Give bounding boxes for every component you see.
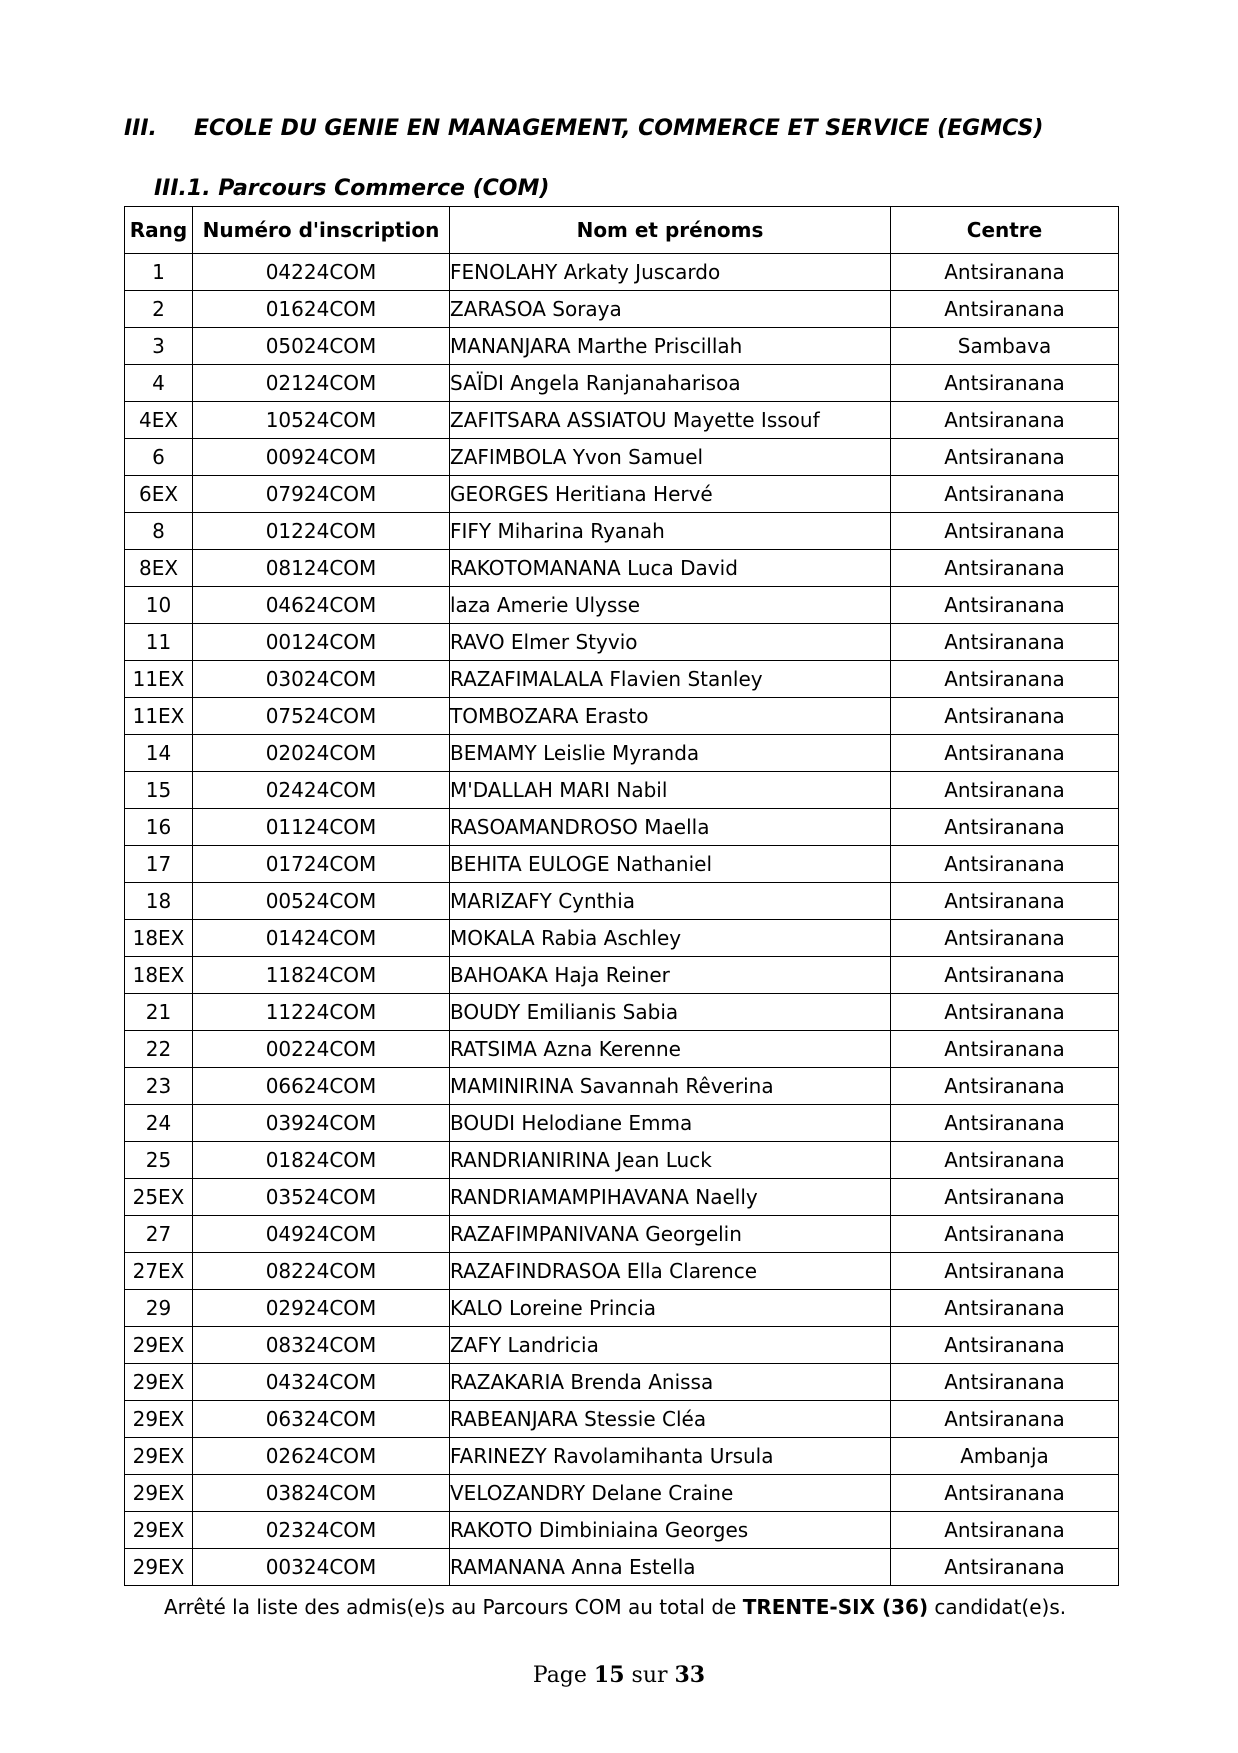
cell-nom: FIFY Miharina Ryanah [450,513,891,550]
table-row [125,846,1119,883]
cell-rang: 29EX [125,1401,193,1438]
cell-numero: 05024COM [193,328,450,365]
cell-numero: 00324COM [193,1549,450,1586]
header-rang: Rang [125,207,193,254]
cell-nom: RAKOTOMANANA Luca David [450,550,891,587]
cell-rang: 22 [125,1031,193,1068]
cell-numero: 00524COM [193,883,450,920]
cell-nom: RATSIMA Azna Kerenne [450,1031,891,1068]
cell-rang: 18EX [125,957,193,994]
cell-centre: Antsiranana [891,1105,1119,1142]
cell-numero: 03524COM [193,1179,450,1216]
cell-nom: ZAFY Landricia [450,1327,891,1364]
cell-rang: 14 [125,735,193,772]
cell-nom: RAZAFINDRASOA Ella Clarence [450,1253,891,1290]
cell-centre: Antsiranana [891,550,1119,587]
cell-centre: Ambanja [891,1438,1119,1475]
cell-centre: Antsiranana [891,365,1119,402]
cell-numero: 11224COM [193,994,450,1031]
cell-centre: Antsiranana [891,772,1119,809]
cell-rang: 29EX [125,1512,193,1549]
table-row [125,1142,1119,1179]
table-row [125,920,1119,957]
table-row [125,587,1119,624]
cell-rang: 4 [125,365,193,402]
cell-rang: 6EX [125,476,193,513]
cell-numero: 08324COM [193,1327,450,1364]
cell-rang: 8EX [125,550,193,587]
cell-nom: BOUDY Emilianis Sabia [450,994,891,1031]
cell-centre: Antsiranana [891,809,1119,846]
section-number: III. [124,116,157,141]
table-row [125,883,1119,920]
cell-nom: ZAFIMBOLA Yvon Samuel [450,439,891,476]
cell-numero: 02324COM [193,1512,450,1549]
cell-rang: 17 [125,846,193,883]
cell-nom: BEHITA EULOGE Nathaniel [450,846,891,883]
cell-centre: Antsiranana [891,402,1119,439]
table-header-row [125,207,1119,254]
cell-centre: Antsiranana [891,1031,1119,1068]
table-row [125,1253,1119,1290]
cell-nom: MANANJARA Marthe Priscillah [450,328,891,365]
table-row [125,957,1119,994]
cell-rang: 21 [125,994,193,1031]
table-row [125,772,1119,809]
cell-rang: 23 [125,1068,193,1105]
cell-rang: 29EX [125,1549,193,1586]
cell-rang: 16 [125,809,193,846]
cell-rang: 29EX [125,1475,193,1512]
table-row [125,698,1119,735]
cell-rang: 4EX [125,402,193,439]
cell-nom: SAÏDI Angela Ranjanaharisoa [450,365,891,402]
cell-numero: 01224COM [193,513,450,550]
page-total: 33 [674,1662,706,1688]
cell-centre: Antsiranana [891,735,1119,772]
page-current: 15 [593,1662,625,1688]
cell-numero: 04324COM [193,1364,450,1401]
cell-rang: 24 [125,1105,193,1142]
cell-nom: RAMANANA Anna Estella [450,1549,891,1586]
cell-nom: RABEANJARA Stessie Cléa [450,1401,891,1438]
cell-nom: MARIZAFY Cynthia [450,883,891,920]
cell-numero: 04924COM [193,1216,450,1253]
table-row [125,624,1119,661]
cell-numero: 03824COM [193,1475,450,1512]
cell-numero: 01124COM [193,809,450,846]
table-row [125,1031,1119,1068]
cell-centre: Antsiranana [891,1475,1119,1512]
cell-rang: 11EX [125,698,193,735]
cell-centre: Antsiranana [891,1253,1119,1290]
footer-note [164,1595,1066,1619]
cell-rang: 6 [125,439,193,476]
cell-centre: Antsiranana [891,1401,1119,1438]
table-row [125,661,1119,698]
table-body [125,254,1119,1586]
cell-rang: 3 [125,328,193,365]
cell-nom: RAVO Elmer Styvio [450,624,891,661]
page-label: Page [532,1663,594,1688]
cell-numero: 03924COM [193,1105,450,1142]
cell-centre: Antsiranana [891,920,1119,957]
cell-numero: 06324COM [193,1401,450,1438]
cell-nom: FENOLAHY Arkaty Juscardo [450,254,891,291]
cell-centre: Antsiranana [891,624,1119,661]
cell-numero: 04224COM [193,254,450,291]
cell-centre: Antsiranana [891,1512,1119,1549]
table-row [125,1475,1119,1512]
table-row [125,1549,1119,1586]
table-row [125,809,1119,846]
cell-centre: Antsiranana [891,1216,1119,1253]
cell-rang: 27EX [125,1253,193,1290]
cell-nom: TOMBOZARA Erasto [450,698,891,735]
cell-centre: Antsiranana [891,661,1119,698]
cell-centre: Antsiranana [891,846,1119,883]
cell-numero: 01624COM [193,291,450,328]
cell-nom: BAHOAKA Haja Reiner [450,957,891,994]
cell-rang: 29EX [125,1438,193,1475]
table-row [125,1179,1119,1216]
cell-nom: MOKALA Rabia Aschley [450,920,891,957]
table-row [125,1068,1119,1105]
cell-nom: MAMINIRINA Savannah Rêverina [450,1068,891,1105]
section-heading [124,116,1043,141]
cell-numero: 01724COM [193,846,450,883]
footer-text-before: Arrêté la liste des admis(e)s au Parcours COM au total de [164,1595,743,1619]
table-row [125,291,1119,328]
cell-nom: RAKOTO Dimbiniaina Georges [450,1512,891,1549]
cell-centre: Antsiranana [891,1327,1119,1364]
cell-numero: 02424COM [193,772,450,809]
cell-rang: 8 [125,513,193,550]
footer-total: TRENTE-SIX (36) [742,1595,929,1619]
cell-centre: Antsiranana [891,476,1119,513]
cell-numero: 00124COM [193,624,450,661]
cell-centre: Antsiranana [891,439,1119,476]
cell-centre: Antsiranana [891,957,1119,994]
cell-rang: 25EX [125,1179,193,1216]
cell-nom: ZARASOA Soraya [450,291,891,328]
cell-rang: 10 [125,587,193,624]
table-row [125,1327,1119,1364]
cell-rang: 15 [125,772,193,809]
cell-nom: GEORGES Heritiana Hervé [450,476,891,513]
subsection-title: III.1. Parcours Commerce (COM) [154,176,550,201]
cell-centre: Antsiranana [891,291,1119,328]
header-numero: Numéro d'inscription [193,207,450,254]
results-table [124,206,1119,1586]
cell-centre: Antsiranana [891,1549,1119,1586]
cell-rang: 29EX [125,1364,193,1401]
cell-numero: 02624COM [193,1438,450,1475]
table-row [125,513,1119,550]
cell-nom: RAZAFIMPANIVANA Georgelin [450,1216,891,1253]
table-row [125,439,1119,476]
footer-text-after: candidat(e)s. [928,1595,1067,1619]
table-row [125,1216,1119,1253]
page-separator: sur [624,1663,675,1688]
cell-numero: 02024COM [193,735,450,772]
cell-nom: BOUDI Helodiane Emma [450,1105,891,1142]
header-centre: Centre [891,207,1119,254]
table-row [125,1512,1119,1549]
cell-numero: 07524COM [193,698,450,735]
cell-numero: 01424COM [193,920,450,957]
cell-nom: KALO Loreine Princia [450,1290,891,1327]
cell-numero: 10524COM [193,402,450,439]
table-row [125,1290,1119,1327]
cell-numero: 00924COM [193,439,450,476]
cell-nom: RAZAFIMALALA Flavien Stanley [450,661,891,698]
cell-nom: RANDRIANIRINA Jean Luck [450,1142,891,1179]
page-number [0,1662,1238,1688]
cell-rang: 11EX [125,661,193,698]
cell-rang: 29 [125,1290,193,1327]
table-row [125,365,1119,402]
table-row [125,994,1119,1031]
section-title: ECOLE DU GENIE EN MANAGEMENT, COMMERCE ET SERVICE (EGMCS) [194,116,1044,141]
cell-numero: 07924COM [193,476,450,513]
cell-rang: 18EX [125,920,193,957]
cell-nom: RANDRIAMAMPIHAVANA Naelly [450,1179,891,1216]
table-row [125,328,1119,365]
cell-nom: VELOZANDRY Delane Craine [450,1475,891,1512]
cell-rang: 25 [125,1142,193,1179]
table-row [125,476,1119,513]
cell-centre: Antsiranana [891,513,1119,550]
table-row [125,1401,1119,1438]
cell-centre: Antsiranana [891,254,1119,291]
cell-nom: RAZAKARIA Brenda Anissa [450,1364,891,1401]
cell-centre: Antsiranana [891,1068,1119,1105]
cell-centre: Antsiranana [891,883,1119,920]
cell-centre: Antsiranana [891,1179,1119,1216]
cell-nom: FARINEZY Ravolamihanta Ursula [450,1438,891,1475]
cell-nom: laza Amerie Ulysse [450,587,891,624]
cell-centre: Antsiranana [891,587,1119,624]
cell-numero: 01824COM [193,1142,450,1179]
cell-rang: 11 [125,624,193,661]
cell-nom: M'DALLAH MARI Nabil [450,772,891,809]
table-row [125,402,1119,439]
cell-numero: 11824COM [193,957,450,994]
cell-centre: Antsiranana [891,1364,1119,1401]
cell-rang: 2 [125,291,193,328]
cell-rang: 27 [125,1216,193,1253]
cell-centre: Antsiranana [891,698,1119,735]
cell-numero: 06624COM [193,1068,450,1105]
cell-numero: 02924COM [193,1290,450,1327]
cell-centre: Antsiranana [891,1142,1119,1179]
table-row [125,550,1119,587]
table-row [125,1364,1119,1401]
table-row [125,1105,1119,1142]
table-row [125,735,1119,772]
cell-centre: Antsiranana [891,994,1119,1031]
header-nom: Nom et prénoms [450,207,891,254]
cell-numero: 00224COM [193,1031,450,1068]
cell-rang: 1 [125,254,193,291]
cell-numero: 08124COM [193,550,450,587]
cell-nom: BEMAMY Leislie Myranda [450,735,891,772]
cell-numero: 02124COM [193,365,450,402]
cell-centre: Antsiranana [891,1290,1119,1327]
table-row [125,1438,1119,1475]
cell-nom: ZAFITSARA ASSIATOU Mayette Issouf [450,402,891,439]
cell-rang: 29EX [125,1327,193,1364]
cell-numero: 08224COM [193,1253,450,1290]
cell-rang: 18 [125,883,193,920]
cell-numero: 04624COM [193,587,450,624]
cell-centre: Sambava [891,328,1119,365]
cell-numero: 03024COM [193,661,450,698]
cell-nom: RASOAMANDROSO Maella [450,809,891,846]
table-row [125,254,1119,291]
